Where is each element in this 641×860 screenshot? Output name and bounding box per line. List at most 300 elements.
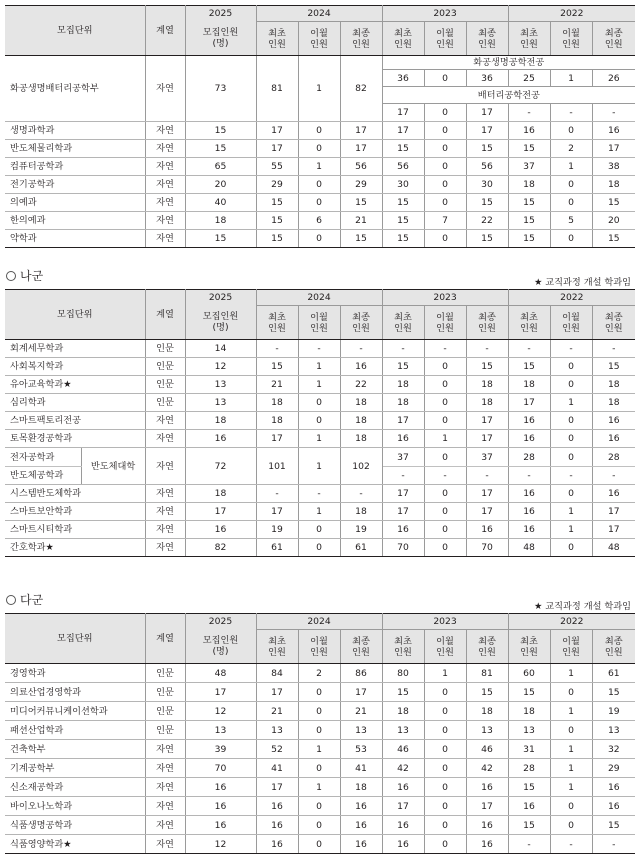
table-ga [5,5,635,248]
category: 인문 [145,376,185,394]
cell: - [550,467,592,485]
cell: 0 [298,835,340,854]
cell: 15 [508,194,550,212]
table-row [5,721,635,740]
cell: - [298,485,340,503]
cell: 0 [298,816,340,835]
cell: 15 [466,194,508,212]
cell: - [592,467,635,485]
cell: 17 [256,778,298,797]
cell: 21 [340,702,382,721]
cell: 17 [466,430,508,448]
cell: 53 [340,740,382,759]
cell: 16 [592,485,635,503]
cell: - [424,340,466,358]
table-row [5,778,635,797]
category: 자연 [145,759,185,778]
cell: 15 [508,816,550,835]
cell: 13 [466,721,508,740]
cell: 16 [256,816,298,835]
category: 자연 [145,430,185,448]
circle-bullet-icon [6,271,16,281]
cell: 32 [592,740,635,759]
table-row [5,503,635,521]
cell: 18 [340,503,382,521]
cell: 1 [550,158,592,176]
header-final: 최종 인원 [340,22,382,56]
category: 자연 [145,176,185,194]
cell: 101 [256,448,298,485]
cell: 0 [550,194,592,212]
unit-name: 시스템반도체학과 [5,485,145,503]
recruit-count: 70 [185,759,256,778]
unit-name: 바이오나노학과 [5,797,145,816]
cell: 1 [424,664,466,683]
cell: 16 [508,485,550,503]
cell: 0 [424,778,466,797]
table-header [5,6,635,56]
cell: 16 [382,778,424,797]
cell: - [256,485,298,503]
recruit-count: 16 [185,778,256,797]
cell: 16 [382,521,424,539]
unit-name: 토목환경공학과 [5,430,145,448]
cell: 0 [550,485,592,503]
table-row [5,702,635,721]
table-header [5,290,635,340]
category: 인문 [145,702,185,721]
recruit-count: 16 [185,430,256,448]
cell: 18 [382,394,424,412]
header-initial: 최초 인원 [508,22,550,56]
category: 인문 [145,683,185,702]
cell: 18 [256,394,298,412]
cell: 17 [508,394,550,412]
header-final: 최종 인원 [340,306,382,340]
cell: 17 [256,683,298,702]
category: 자연 [145,56,185,122]
table-da [5,613,635,854]
cell: 0 [550,448,592,467]
cell: 13 [256,721,298,740]
cell: 56 [382,158,424,176]
cell: 0 [550,122,592,140]
recruit-count: 17 [185,683,256,702]
table-row [5,759,635,778]
header-carryover: 이월 인원 [550,630,592,664]
cell: 17 [466,412,508,430]
header-recruit: 모집인원 (명) [185,306,256,340]
unit-name: 스마트팩토리전공 [5,412,145,430]
category: 자연 [145,448,185,485]
cell: 17 [340,122,382,140]
cell: 16 [466,835,508,854]
cell: 1 [298,158,340,176]
cell: - [508,340,550,358]
cell: 22 [466,212,508,230]
cell: 86 [340,664,382,683]
cell: - [592,835,635,854]
category: 자연 [145,816,185,835]
cell: 0 [424,835,466,854]
cell: 28 [508,759,550,778]
cell: - [508,835,550,854]
cell: - [508,467,550,485]
cell: 102 [340,448,382,485]
unit-name: 반도체공학과 [5,467,81,485]
recruit-count: 48 [185,664,256,683]
unit-name: 회계세무학과 [5,340,145,358]
cell: - [508,104,550,122]
category: 인문 [145,358,185,376]
cell: 0 [424,104,466,122]
cell: 0 [550,797,592,816]
cell: 26 [592,70,635,87]
category: 자연 [145,521,185,539]
cell: 56 [340,158,382,176]
cell: 1 [550,394,592,412]
cell: 0 [424,176,466,194]
category: 인문 [145,394,185,412]
cell: - [592,104,635,122]
cell: - [340,340,382,358]
category: 인문 [145,664,185,683]
cell: 1 [550,503,592,521]
cell: 15 [382,683,424,702]
section-title-da: 다군 [6,591,43,608]
cell: 17 [256,122,298,140]
unit-name: 식품생명공학과 [5,816,145,835]
cell: 25 [508,70,550,87]
cell: 16 [382,430,424,448]
category: 자연 [145,797,185,816]
category: 자연 [145,230,185,248]
cell: 17 [382,485,424,503]
cell: 0 [550,683,592,702]
cell: 0 [550,816,592,835]
category: 인문 [145,721,185,740]
recruit-count: 16 [185,521,256,539]
cell: - [550,835,592,854]
cell: 0 [424,394,466,412]
header-2023: 2023 [382,614,508,630]
table-row [5,394,635,412]
cell: 0 [550,430,592,448]
cell: 1 [550,70,592,87]
cell: 15 [340,230,382,248]
header-carryover: 이월 인원 [424,306,466,340]
unit-name: 화공생명배터리공학부 [5,56,145,122]
cell: 13 [592,721,635,740]
cell: 28 [592,448,635,467]
cell: 0 [424,230,466,248]
header-initial: 최초 인원 [256,630,298,664]
unit-name: 건축학부 [5,740,145,759]
table-row [5,176,635,194]
header-initial: 최초 인원 [382,306,424,340]
cell: 17 [340,683,382,702]
cell: 16 [508,122,550,140]
cell: 16 [382,835,424,854]
header-2022: 2022 [508,290,635,306]
table-na [5,289,635,557]
cell: 7 [424,212,466,230]
cell: 0 [550,230,592,248]
header-unit: 모집단위 [5,614,145,664]
cell: 16 [466,816,508,835]
unit-name: 한의예과 [5,212,145,230]
cell: 18 [592,376,635,394]
cell: 0 [424,376,466,394]
cell: 0 [424,448,466,467]
cell: 6 [298,212,340,230]
cell: 1 [298,358,340,376]
cell: 36 [466,70,508,87]
cell: 0 [298,759,340,778]
unit-name: 미디어커뮤니케이션학과 [5,702,145,721]
cell: 16 [508,521,550,539]
header-carryover: 이월 인원 [298,22,340,56]
header-final: 최종 인원 [592,630,635,664]
unit-name: 경영학과 [5,664,145,683]
header-final: 최종 인원 [340,630,382,664]
cell: 16 [382,816,424,835]
cell: 70 [466,539,508,557]
cell: 16 [466,778,508,797]
cell: 0 [298,797,340,816]
header-recruit: 모집인원 (명) [185,630,256,664]
legend-note: ★ 교직과정 개설 학과임 [534,601,631,612]
cell: - [382,340,424,358]
cell: 15 [382,212,424,230]
unit-name: 컴퓨터공학과 [5,158,145,176]
cell: 15 [340,194,382,212]
header-initial: 최초 인원 [256,306,298,340]
recruit-count: 73 [185,56,256,122]
cell: 1 [298,503,340,521]
table-row [5,340,635,358]
recruit-count: 39 [185,740,256,759]
cell: 1 [298,56,340,122]
cell: 16 [508,430,550,448]
cell: 37 [466,448,508,467]
cell: 61 [592,664,635,683]
cell: 0 [424,759,466,778]
cell: 18 [592,394,635,412]
unit-name: 반도체물리학과 [5,140,145,158]
cell: 0 [424,485,466,503]
unit-name: 패션산업학과 [5,721,145,740]
cell: 0 [424,740,466,759]
header-initial: 최초 인원 [382,630,424,664]
cell: 29 [592,759,635,778]
table-row [5,430,635,448]
cell: 15 [508,212,550,230]
cell: 22 [340,376,382,394]
unit-name: 유아교육학과★ [5,376,145,394]
cell: 15 [466,140,508,158]
cell: 0 [298,122,340,140]
table-row [5,683,635,702]
cell: 84 [256,664,298,683]
recruit-count: 17 [185,503,256,521]
cell: 15 [508,358,550,376]
cell: 13 [508,721,550,740]
cell: 15 [508,230,550,248]
recruit-count: 40 [185,194,256,212]
header-final: 최종 인원 [466,630,508,664]
category: 인문 [145,340,185,358]
cell: 46 [382,740,424,759]
cell: 21 [340,212,382,230]
cell: - [550,340,592,358]
cell: 28 [508,448,550,467]
cell: 0 [298,140,340,158]
cell: 0 [424,721,466,740]
cell: 0 [298,539,340,557]
cell: 17 [466,104,508,122]
cell: 0 [424,140,466,158]
table-row [5,448,635,467]
cell: 17 [256,430,298,448]
cell: 61 [340,539,382,557]
cell: 61 [256,539,298,557]
header-initial: 최초 인원 [382,22,424,56]
table-header [5,614,635,664]
cell: 31 [508,740,550,759]
category: 자연 [145,140,185,158]
cell: 15 [508,778,550,797]
header-final: 최종 인원 [466,22,508,56]
header-unit: 모집단위 [5,290,145,340]
cell: 18 [382,376,424,394]
cell: 30 [382,176,424,194]
cell: 15 [256,212,298,230]
cell: 13 [382,721,424,740]
cell: 1 [550,778,592,797]
cell: 17 [382,412,424,430]
recruit-count: 12 [185,835,256,854]
cell: 18 [340,394,382,412]
cell: 16 [592,778,635,797]
recruit-count: 16 [185,797,256,816]
cell: 15 [592,230,635,248]
header-2024: 2024 [256,6,382,22]
cell: 18 [508,702,550,721]
table-row [5,485,635,503]
unit-name: 스마트보안학과 [5,503,145,521]
table-row [5,212,635,230]
cell: 0 [424,521,466,539]
category: 자연 [145,539,185,557]
cell: 0 [424,158,466,176]
header-carryover: 이월 인원 [298,630,340,664]
cell: 56 [466,158,508,176]
cell: 29 [340,176,382,194]
unit-name: 심리학과 [5,394,145,412]
cell: 81 [466,664,508,683]
cell: 16 [340,835,382,854]
header-initial: 최초 인원 [508,306,550,340]
header-2022: 2022 [508,614,635,630]
cell: 15 [256,194,298,212]
cell: 0 [424,539,466,557]
recruit-count: 14 [185,340,256,358]
cell: 16 [592,122,635,140]
cell: 0 [424,70,466,87]
recruit-count: 15 [185,122,256,140]
legend-note: ★ 교직과정 개설 학과임 [534,277,631,288]
cell: 15 [592,194,635,212]
unit-name: 기계공학부 [5,759,145,778]
cell: 0 [550,721,592,740]
table-row [5,412,635,430]
cell: 0 [424,702,466,721]
cell: 16 [592,430,635,448]
cell: 1 [298,778,340,797]
cell: 16 [592,797,635,816]
cell: 0 [424,797,466,816]
recruit-count: 20 [185,176,256,194]
cell: - [382,467,424,485]
table-row [5,740,635,759]
table-row [5,376,635,394]
cell: 46 [466,740,508,759]
category: 자연 [145,503,185,521]
header-category: 계열 [145,614,185,664]
cell: 17 [466,122,508,140]
header-2022: 2022 [508,6,635,22]
cell: - [466,340,508,358]
header-unit: 모집단위 [5,6,145,56]
cell: 0 [424,194,466,212]
sub-major-label: 배터리공학전공 [382,87,635,104]
cell: 5 [550,212,592,230]
cell: - [256,340,298,358]
cell: 36 [382,70,424,87]
table-row [5,122,635,140]
cell: 42 [382,759,424,778]
cell: 16 [256,835,298,854]
header-2024: 2024 [256,614,382,630]
cell: - [298,340,340,358]
cell: 1 [550,740,592,759]
table-row [5,358,635,376]
recruit-count: 15 [185,230,256,248]
category: 자연 [145,158,185,176]
category: 자연 [145,212,185,230]
circle-bullet-icon [6,595,16,605]
header-carryover: 이월 인원 [424,22,466,56]
header-2025: 2025 [185,614,256,630]
cell: 1 [550,759,592,778]
category: 자연 [145,194,185,212]
cell: 0 [424,816,466,835]
table-row [5,56,635,70]
category: 자연 [145,740,185,759]
cell: - [340,485,382,503]
cell: 15 [256,358,298,376]
cell: - [466,467,508,485]
cell: 15 [592,358,635,376]
cell: 0 [550,176,592,194]
cell: 20 [592,212,635,230]
unit-name: 사회복지학과 [5,358,145,376]
group-name: 반도체대학 [81,448,145,485]
header-carryover: 이월 인원 [550,306,592,340]
cell: 0 [550,539,592,557]
cell: 16 [340,358,382,376]
